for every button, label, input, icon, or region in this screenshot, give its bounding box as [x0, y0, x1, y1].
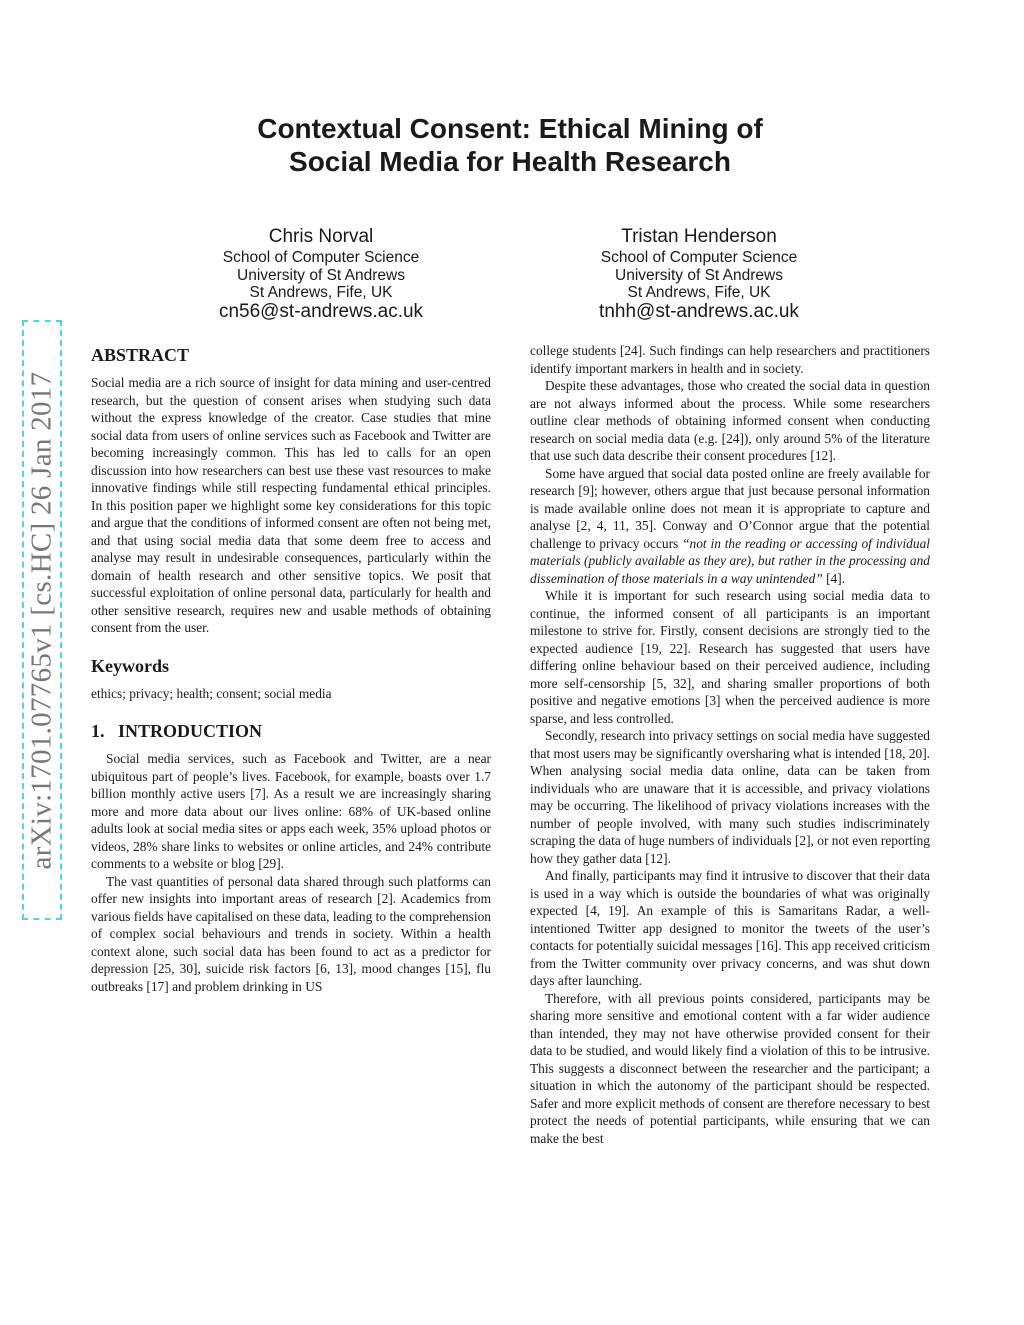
keywords-heading: Keywords [91, 655, 169, 676]
author-email: cn56@st-andrews.ac.uk [218, 300, 424, 322]
abstract-text: Social media are a rich source of insight for data mining and user-centred research, but the question of consent arises when studying such data without the express knowledge of the creator. Case studies that mine social data from users of online services such as Facebook and Twitter are becoming increasingly common. This has led to calls for an open discussion into how researchers can best use these vast resources to make innovative findings while still respecting fundamental ethical principles. In this position paper we highlight some key considerations for this topic and argue that the conditions of informed consent are often not being met, and that using social media data that some deem free to access and analyse may result in undesirable consequences, particularly within the domain of health research and other sensitive topics. We posit that successful exploitation of online personal data, particularly for health and other sensitive research, requires new and usable methods of obtaining consent from the user. [91, 375, 491, 635]
keywords-text: ethics; privacy; health; consent; social media [91, 685, 332, 701]
right-paragraph-1: college students [24]. Such findings can help researchers and practitioners identify important markers in health and in society. [530, 343, 930, 376]
author-location: St Andrews, Fife, UK [249, 284, 393, 301]
paper-title [150, 112, 870, 178]
arxiv-stamp-text: arXiv:1701.07765v1 [cs.HC] 26 Jan 2017 [25, 371, 58, 869]
arxiv-stamp [22, 320, 62, 920]
author-dept: School of Computer Science [600, 249, 798, 266]
author-name: Tristan Henderson [621, 226, 777, 247]
right-paragraph-2: Despite these advantages, those who created the social data in question are not always informed about the process. While some researchers outline clear methods of obtaining informed consent when conducting research on social media data (e.g. [24]), only around 5% of the literature that use such data describe their consent procedures [12]. [530, 378, 930, 463]
conway-quote: “not in the reading or accessing of individual materials (publicly available as they are), but rather in the processing and dissemination of those materials in a way unintended” [530, 535, 930, 586]
introduction-heading: 1. INTRODUCTION [91, 721, 263, 741]
paragraph-3-start: Some have argued that social data posted online are freely available for research [9]; however, others argue that just because personal information is made available online does not mean it is appropriate to capture and analyse [2, 4, 11, 35]. Conway and O’Connor argue that the potential challenge to privacy occurs [530, 465, 930, 551]
abstract-heading: ABSTRACT [91, 345, 190, 365]
author-university: University of St Andrews [237, 266, 405, 284]
author-name: Chris Norval [268, 226, 374, 247]
author-block-2 [549, 225, 849, 322]
right-column [530, 342, 930, 1147]
author-block-1 [171, 225, 471, 322]
title-line-2: Social Media for Health Research [289, 146, 731, 177]
author-dept: School of Computer Science [222, 249, 420, 266]
right-paragraph-5: Secondly, research into privacy settings on social media have suggested that most users may be significantly oversharing what is intended [18, 20]. When analysing social media data online, data can be taken from individuals who are unaware that it is accessible, and privacy violations may be occurring. The likelihood of privacy violations increases with the number of people involved, with many such studies indiscriminately scraping the data of huge numbers of individuals [2], or not even reporting how they gather data [12]. [530, 728, 930, 866]
right-paragraph-6: And finally, participants may find it intrusive to discover that their data is used in a way which is outside the boundaries of what was originally expected [4, 19]. An example of this is Samaritans Radar, a well-intentioned Twitter app designed to monitor the tweets of the user’s contacts for potentially suicidal messages [16]. This app received criticism from the Twitter community over privacy concerns, and was shut down days after launching. [530, 868, 930, 988]
right-paragraph-3 [530, 465, 930, 588]
right-paragraph-7: Therefore, with all previous points considered, participants may be sharing more sensitive and emotional content with a far wider audience than intended, they may not have otherwise provided consent for their data to be studied, and would likely find a violation of this to be intrusive. This suggests a disconnect between the researcher and the participant; a situation in which the autonomy of the participant should be respected. Safer and more explicit methods of consent are therefore necessary to best protect the needs of potential participants, while ensuring that we can make the best [530, 990, 930, 1146]
left-column [91, 342, 491, 995]
paragraph-3-end: [4]. [822, 570, 846, 586]
intro-paragraph-2: The vast quantities of personal data shared through such platforms can offer new insights into important areas of research [2]. Academics from various fields have capitalised on these data, leading to the comprehension of complex social behaviours and trends in society. Within a health context alone, such social data has been found to act as a predictor for depression [25, 30], suicide risk factors [6, 13], mood changes [15], flu outbreaks [17] and problem drinking in US [91, 873, 491, 994]
author-university: University of St Andrews [615, 266, 783, 284]
right-paragraph-4: While it is important for such research using social media data to continue, the informed consent of all participants is an important milestone to strive for. Firstly, consent decisions are strongly tied to the expected audience [19, 22]. Research has suggested that users have differing online behaviour based on their perceived audience, including more self-censorship [5, 32], and sharing smaller proportions of both positive and negative emotions [3] when the perceived audience is more sparse, and less controlled. [530, 588, 930, 726]
title-line-1: Contextual Consent: Ethical Mining of [257, 113, 763, 144]
intro-paragraph-1: Social media services, such as Facebook and Twitter, are a near ubiquitous part of people’s lives. Facebook, for example, boasts over 1.7 billion monthly active users [7]. As a result we are increasingly sharing more and more data about our lives online: 68% of UK-based online adults look at social media sites or apps each week, 35% upload photos or videos, 28% share links to websites or online articles, and 24% contribute comments to a website or blog [29]. [91, 751, 491, 871]
author-location: St Andrews, Fife, UK [627, 284, 771, 301]
author-email: tnhh@st-andrews.ac.uk [599, 300, 799, 322]
